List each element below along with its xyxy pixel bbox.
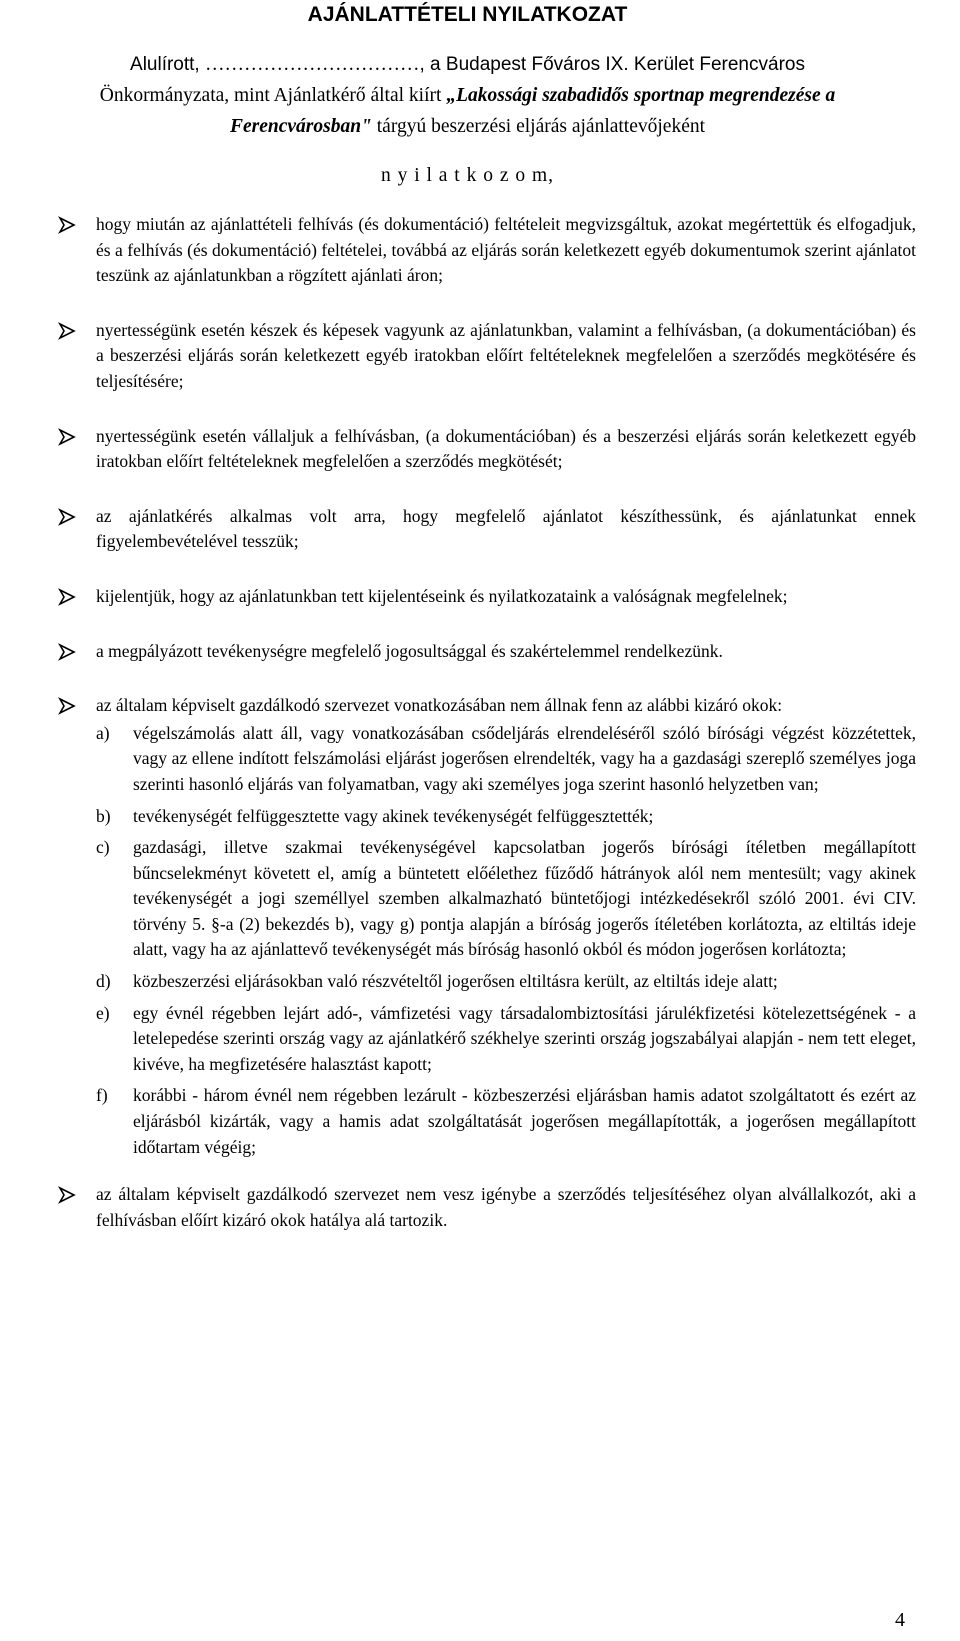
exclusion-reason-label: c) [96,837,110,858]
arrowhead-bullet-icon [58,322,76,340]
exclusion-reason-item [96,1083,916,1160]
intro-prefix: Alulírott, [130,54,205,75]
procurement-subject-part1: „Lakossági szabadidős sportnap megrendezése a [446,85,836,106]
page-number: 4 [895,1609,905,1631]
declaration-text: az általam képviselt gazdálkodó szervezet nem vesz igénybe a szerződés teljesítéséhez olyan alvállalkozót, aki a felhívásban előírt kizáró okok hatálya alá tartozik. [96,1184,916,1230]
arrowhead-bullet-icon [58,1186,76,1204]
exclusion-reason-item [96,804,916,830]
exclusion-reason-text: tevékenységét felfüggesztette vagy akinek tevékenységét felfüggesztették; [133,805,654,826]
intro-line2-prefix: Önkormányzata, mint Ajánlatkérő által kiírt [99,85,447,106]
declaration-item [58,693,916,1160]
declaration-text: az általam képviselt gazdálkodó szervezet vonatkozásában nem állnak fenn az alábbi kizáró okok: [96,695,783,716]
intro-line-1 [0,49,935,80]
exclusion-reason-label: f) [96,1085,108,1106]
declaration-text: nyertességünk esetén készek és képesek vagyunk az ajánlatunkban, valamint a felhívásban, (a dokumentációban) és a beszerzési eljárás során keletkezett egyéb iratokban előírt feltételeknek megfelelően a szerződés megkötésére és teljesítésére; [96,319,916,391]
declaration-text: hogy miután az ajánlattételi felhívás (és dokumentáció) feltételeit megvizsgáltuk, azokat megértettük és elfogadjuk, és a felhívás (és dokumentáció) feltételei, továbbá az eljárás során keletkezett egyéb dokumentumok szerint ajánlatot teszünk az ajánlatunkban a rögzített ajánlati áron; [96,214,916,286]
declaration-item [58,318,916,395]
declaration-text: az ajánlatkérés alkalmas volt arra, hogy megfelelő ajánlatot készíthessünk, és ajánlatunkat ennek figyelembevételével tesszük; [96,505,916,552]
document-title: AJÁNLATTÉTELI NYILATKOZAT [307,3,628,26]
declaration-item [58,1182,916,1233]
exclusion-reason-text: egy évnél régebben lejárt adó-, vámfizetési vagy társadalombiztosítási járulékfizetési kötelezettségének - a letelepedése szerinti ország vagy az ajánlatkérő székhelye szerinti ország jogszabályai alapján - nem tett eleget, kivéve, ha megfizetésére halasztást kapott; [133,1002,916,1074]
declaration-item [58,212,916,289]
declaration-list [58,212,916,1262]
intro-line-3 [0,111,935,142]
exclusion-reason-label: e) [96,1002,110,1023]
declaration-text: a megpályázott tevékenységre megfelelő jogosultsággal és szakértelemmel rendelkezünk. [96,640,723,661]
declaration-text: kijelentjük, hogy az ajánlatunkban tett kijelentéseink és nyilatkozataink a valóságnak megfelelnek; [96,585,788,606]
exclusion-reason-text: korábbi - három évnél nem régebben lezárult - közbeszerzési eljárásban hamis adatot szolgáltatott és ezért az eljárásból kizárták, vagy a hamis adat szolgáltatását jogerősen megállapították, a jogerősen megállapított időtartam végéig; [133,1085,916,1157]
exclusion-reasons-list [96,721,916,1161]
arrowhead-bullet-icon [58,588,76,606]
name-placeholder-dots: …………………………… [205,54,420,75]
intro-line3-suffix: tárgyú beszerzési eljárás ajánlattevőjeként [371,116,706,137]
declaration-item [58,424,916,475]
exclusion-reason-label: a) [96,722,110,743]
arrowhead-bullet-icon [58,428,76,446]
declaration-item [58,639,916,665]
intro-line-2 [0,80,935,111]
exclusion-reason-item [96,835,916,963]
exclusion-reason-text: gazdasági, illetve szakmai tevékenységével kapcsolatban jogerős bírósági ítéletben megállapított bűncselekményt követett el, amíg a büntetett előélethez fűződő hátrányok alól nem mentesült; vagy akinek tevékenységét a jogi személlyel szemben alkalmazható büntetőjogi intézkedésekről szóló 2001. évi CIV. törvény 5. §-a (2) bekezdés b), vagy g) pontja alapján a bíróság jogerős ítéletében korlátozta, az eltiltás ideje alatt, vagy ha az ajánlattevő tevékenységét más bíróság hasonló okból és módon jogerősen korlátozta; [133,837,916,960]
arrowhead-bullet-icon [58,216,76,234]
arrowhead-bullet-icon [58,508,76,526]
declaration-item [58,504,916,555]
exclusion-reason-item [96,721,916,798]
intro-suffix: , a Budapest Főváros IX. Kerület Ferencváros [419,54,805,75]
exclusion-reason-text: végelszámolás alatt áll, vagy vonatkozásában csődeljárás elrendeléséről szóló bírósági végzést közzétettek, vagy az ellene indított felszámolási eljárást jogerősen elrendelték, vagy ha a gazdasági szereplő személyes joga szerinti hasonló eljárás van folyamatban, vagy aki személyes joga szerint hasonló helyzetben van; [133,722,916,794]
exclusion-reason-label: b) [96,805,111,826]
exclusion-reason-text: közbeszerzési eljárásokban való részvételtől jogerősen eltiltásra került, az eltiltás ideje alatt; [133,971,778,992]
exclusion-reason-item [96,1001,916,1078]
arrowhead-bullet-icon [58,697,76,715]
exclusion-reason-item [96,969,916,995]
arrowhead-bullet-icon [58,643,76,661]
declaration-heading: n y i l a t k o z o m, [380,165,555,186]
exclusion-reason-label: d) [96,971,111,992]
declaration-item [58,584,916,610]
procurement-subject-part2: Ferencvárosban" [229,116,372,137]
declaration-text: nyertességünk esetén vállaljuk a felhívásban, (a dokumentációban) és a beszerzési eljárás során keletkezett egyéb iratokban előírt feltételeknek megfelelően a szerződés megkötését; [96,425,916,472]
intro-paragraph [0,49,935,142]
